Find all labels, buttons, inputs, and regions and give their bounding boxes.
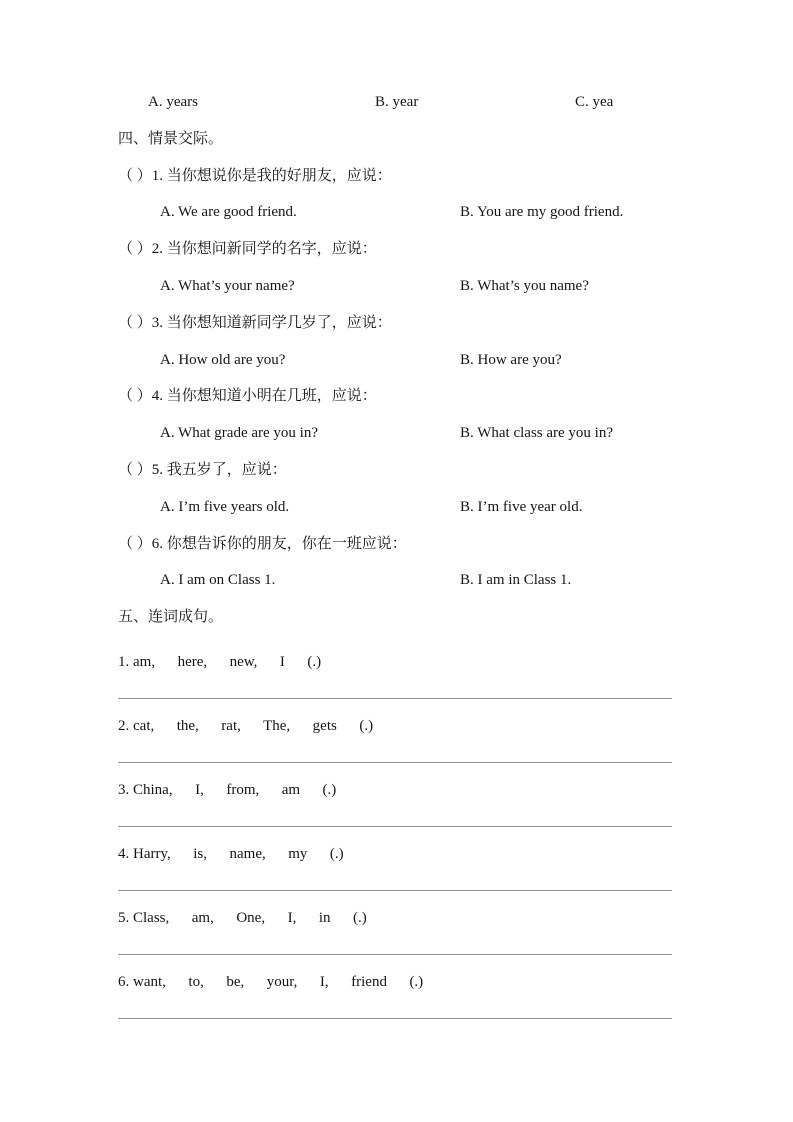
section4-title: 四、情景交际。 <box>118 130 224 147</box>
option-b: B. What’s you name? <box>460 277 589 294</box>
connect-item-3 <box>118 772 672 827</box>
section4-question-5: （ ）5. 我五岁了，应说： <box>118 461 287 478</box>
option-a: A. How old are you? <box>160 351 286 368</box>
answer-blank-line <box>118 762 672 763</box>
option-a: A. What grade are you in? <box>160 425 318 442</box>
connect-words-5: 5. Class, am, One, I, in (.) <box>118 909 367 926</box>
multiple-choice-options-row <box>118 84 673 121</box>
answer-blank-line <box>118 1018 672 1019</box>
option-a: A. What’s your name? <box>160 277 295 294</box>
option-b: B. What class are you in? <box>460 425 614 442</box>
section4-q4-options <box>118 415 673 452</box>
answer-blank-line <box>118 890 672 891</box>
option-a: A. years <box>148 94 198 110</box>
option-b: B. I am in Class 1. <box>460 572 572 589</box>
section4-question-1: （ ）1. 当你想说你是我的好朋友，应说： <box>118 167 392 184</box>
answer-blank-line <box>118 954 672 955</box>
connect-words-2: 2. cat, the, rat, The, gets (.) <box>118 717 374 734</box>
section4-question-2: （ ）2. 当你想问新同学的名字，应说： <box>118 241 377 258</box>
option-b: B. You are my good friend. <box>460 204 624 221</box>
connect-words-3: 3. China, I, from, am (.) <box>118 781 337 798</box>
section4-q6-options <box>118 562 673 599</box>
option-b: B. How are you? <box>460 351 562 368</box>
connect-item-4 <box>118 836 672 891</box>
worksheet-upper-section <box>118 84 673 636</box>
section4-q1-options <box>118 194 673 231</box>
connect-words-6: 6. want, to, be, your, I, friend (.) <box>118 973 424 990</box>
section4-question-3: （ ）3. 当你想知道新同学几岁了，应说： <box>118 314 392 331</box>
connect-item-2 <box>118 708 672 763</box>
option-c: C. yea <box>575 94 614 110</box>
connect-words-4: 4. Harry, is, name, my (.) <box>118 845 344 862</box>
section5-connect-words <box>118 636 672 1019</box>
section4-q3-options <box>118 342 673 379</box>
answer-blank-line <box>118 826 672 827</box>
option-b: B. year <box>375 94 419 110</box>
connect-item-6 <box>118 964 672 1019</box>
option-b: B. I’m five year old. <box>460 498 583 515</box>
connect-words-1: 1. am, here, new, I (.) <box>118 653 322 670</box>
option-a: A. I’m five years old. <box>160 498 290 515</box>
connect-item-1 <box>118 644 672 699</box>
section4-q5-options <box>118 489 673 526</box>
connect-item-5 <box>118 900 672 955</box>
option-a: A. We are good friend. <box>160 204 297 221</box>
section4-question-6: （ ）6. 你想告诉你的朋友，你在一班应说： <box>118 535 407 552</box>
section5-title: 五、连词成句。 <box>118 609 224 626</box>
answer-blank-line <box>118 698 672 699</box>
option-a: A. I am on Class 1. <box>160 572 276 589</box>
section4-q2-options <box>118 268 673 305</box>
section4-question-4: （ ）4. 当你想知道小明在几班，应说： <box>118 388 377 405</box>
